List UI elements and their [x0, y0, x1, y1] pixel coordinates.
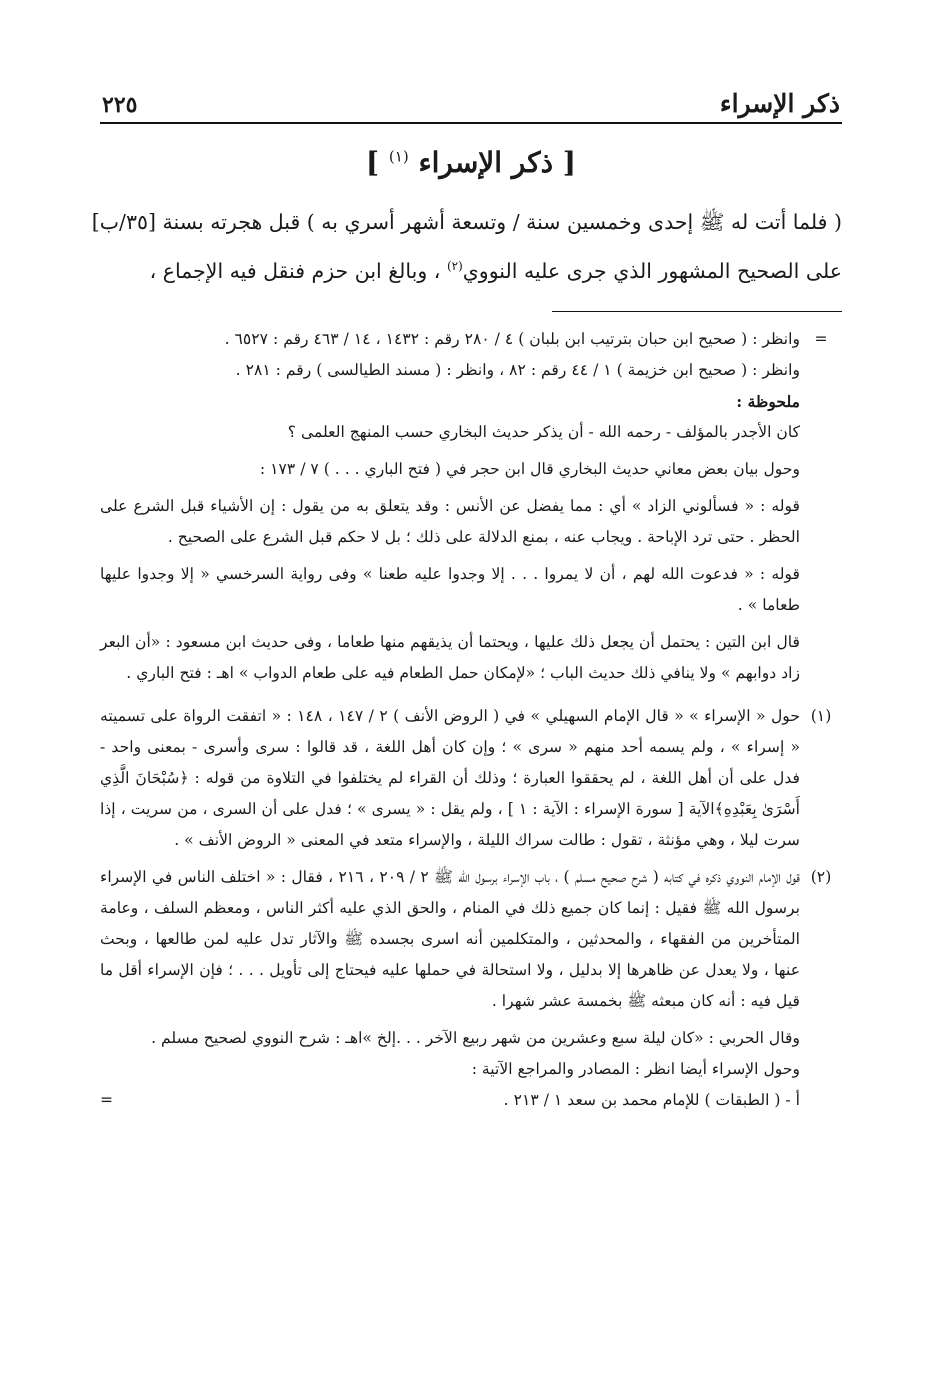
- continuation-line: وانظر : ( صحيح ابن خزيمة ) ١ / ٤٤ رقم : ٨٢ ، وانظر : ( مسند الطيالسى ) رقم : ٢٨١ .: [235, 360, 800, 379]
- main-text-line-1: ( فلما أتت له ﷺ إحدى وخمسين سنة / وتسعة أشهر أسري به ) قبل هجرته بسنة [٣٥/ب]: [91, 210, 842, 234]
- note-paragraph: كان الأجدر بالمؤلف - رحمه الله - أن يذكر حديث البخاري حسب المنهج العلمى ؟: [287, 422, 800, 441]
- continuation-body: [100, 324, 800, 695]
- note-paragraph: قوله : « فدعوت الله لهم ، أن لا يمروا . . . إلا وجدوا عليه طعنا » وفى رواية السرخسي « إلا وجدوا عليها طعاما » .: [100, 564, 800, 614]
- running-header: [100, 78, 842, 124]
- main-text: [91, 200, 842, 293]
- note-heading: ملحوظة :: [736, 391, 800, 411]
- footnote-2-paragraph: وقال الحربي : «كان ليلة سبع وعشرين من شهر ربيع الآخر . . .إلخ »اهـ : شرح النووي لصحيح مسلم .: [151, 1028, 800, 1047]
- footnote-2: [100, 862, 842, 1116]
- main-text-line-2: [100, 244, 842, 293]
- footnote-2-paragraph: وحول الإسراء أيضا انظر : المصادر والمراجع الآتية :: [471, 1059, 800, 1078]
- running-title: ذكر الإسراء: [719, 89, 840, 118]
- footnote-2-marker: (٢): [810, 867, 832, 886]
- footnote-2-text: قول الإمام النووي ذكره في كتابه ( شرح صحيح مسلم ) ، باب الإسراء برسول الله ﷺ ٢ / ٢٠٩ ، ٢١٦ ، فقال : « اختلف الناس في الإسراء برسول الله ﷺ فقيل : إنما كان جميع ذلك في المنام ، والحق الذي عليه أكثر الناس ، ومعظم السلف ، وعامة المتأخرين من الفقهاء ، والمحدثين ، والمتكلمين أنه اسرى بجسده ﷺ والآثار تدل عليه لمن طالعها ، وبحث عنها ، ولا يعدل عن ظاهرها إلا بدليل ، ولا استحالة في حملها عليه فيحتاج إلى تأويل . . . ؛ فإن الإسراء أقل ما قيل فيه : أنه كان مبعثه ﷺ بخمسة عشر شهرا .: [100, 867, 800, 1010]
- chapter-heading: [100, 146, 842, 194]
- footnote-ref-2: (٢): [446, 259, 463, 273]
- footnote-1-marker: (١): [810, 706, 832, 725]
- footnote-continuation: [100, 324, 842, 695]
- page-number: ٢٢٥: [102, 92, 138, 118]
- footnote-ref-1: (١): [388, 147, 409, 166]
- book-page: [91, 78, 842, 1122]
- note-paragraph: قوله : « فسألوني الزاد » أي : مما يفضل عن الأنس : وقد يتعلق به من يقول : إن الأشياء قبل الشرع على الحظر . حتى ترد الإباحة . ويجاب عنه ، بمنع الدلالة على ذلك ؛ بل لا حكم قبل الشرع على الصحيح .: [100, 496, 800, 546]
- source-item-a: أ - ( الطبقات ) للإمام محمد بن سعد ١ / ٢١٣ .: [503, 1090, 800, 1109]
- main-text-line-2-end: ، وبالغ ابن حزم فنقل فيه الإجماع ،: [149, 258, 447, 283]
- note-paragraph: وحول بيان بعض معاني حديث البخاري قال ابن حجر في ( فتح الباري . . . ) ٧ / ١٧٣ :: [259, 459, 800, 478]
- chapter-heading-text: [ ذكر الإسراء: [418, 146, 577, 179]
- main-text-line-2-start: على الصحيح المشهور الذي جرى عليه النووي: [462, 258, 842, 283]
- footnote-2-last-line: [100, 1085, 800, 1116]
- footnote-1: [100, 701, 842, 856]
- continuation-marker: =: [814, 329, 828, 348]
- note-paragraph: قال ابن التين : يحتمل أن يجعل ذلك عليها ، ويحتما أن يذيقهم منها طعاما ، وفى حديث ابن مسعود : «أن البعر زاد دوابهم » ولا ينافي ذلك حديث الباب ؛ «لإمكان حمل الطعام فيه على طعام الدواب » اهـ : فتح الباري .: [100, 632, 800, 682]
- footnote-separator: [552, 311, 842, 312]
- continuation-line: وانظر : ( صحيح ابن حبان بترتيب ابن بلبان ) ٤ / ٢٨٠ رقم : ١٤٣٢ ، ١٤ / ٤٦٣ رقم : ٦٥٢٧ .: [224, 329, 800, 348]
- continues-marker: =: [100, 1090, 114, 1109]
- footnotes: [100, 324, 842, 1116]
- chapter-heading-close: ]: [365, 146, 380, 179]
- footnote-2-body: [100, 862, 800, 1116]
- footnote-1-text: حول « الإسراء » « قال الإمام السهيلي » في ( الروض الأنف ) ٢ / ١٤٧ ، ١٤٨ : « اتفقت الرواة على تسميته « إسراء » ، ولم يسمه أحد منهم « سرى » ؛ وإن كان أهل اللغة ، قد قالوا : سرى وأسرى - بمعنى واحد - فدل على أن أهل اللغة ، لم يحققوا العبارة ؛ وذلك أن القراء لم يختلفوا في التلاوة من قوله : ﴿سُبْحَانَ الَّذِي أَسْرَىٰ بِعَبْدِهِ﴾الآية [ سورة الإسراء : الآية : ١ ] ، ولم يقل : « يسرى » ؛ فدل على أن السرى ، من سريت ، إذا سرت ليلا ، وهي مؤنثة ، تقول : طالت سراك الليلة ، والإسراء متعد في المعنى « الروض الأنف » .: [100, 706, 801, 849]
